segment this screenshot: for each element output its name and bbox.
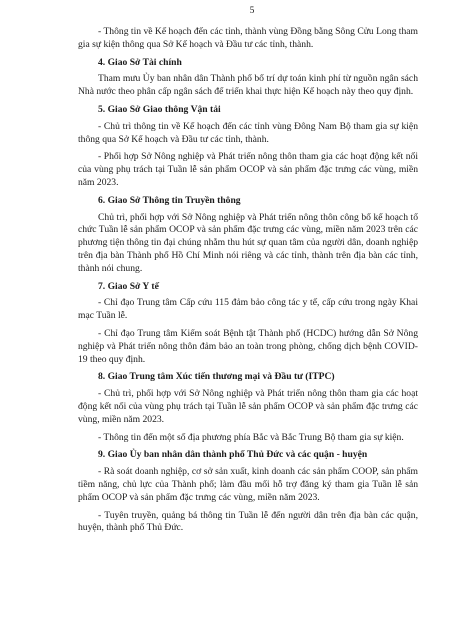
paragraph: - Chỉ đạo Trung tâm Kiểm soát Bệnh tật Thành phố (HCDC) hướng dẫn Sở Nông nghiệp và Phát triển nông thôn đảm bảo an toàn trong phòng, chống dịch bệnh COVID-19 theo quy định. [78,327,418,365]
section-heading: 8. Giao Trung tâm Xúc tiến thương mại và Đầu tư (ITPC) [98,371,335,383]
section-heading: 6. Giao Sở Thông tin Truyền thông [98,194,241,206]
paragraph: - Phối hợp Sở Nông nghiệp và Phát triển nông thôn tham gia các hoạt động kết nối của vùng phụ trách tại Tuần lễ sản phẩm OCOP và sản phẩm đặc trưng các vùng, miền năm 2023. [78,151,418,188]
paragraph: Chủ trì, phối hợp với Sở Nông nghiệp và Phát triển nông thôn công bố kế hoạch tổ chức Tuần lễ sản phẩm OCOP và sản phẩm đặc trưng các vùng, miền năm 2023 trên các phương tiện thông tin đại chúng nhằm thu hút sự quan tâm của người dân, doanh nghiệp trên địa bàn Thành phố Hồ Chí Minh nói riêng và các tỉnh, thành trên địa bàn các tỉnh, thành nói chung. [78,211,418,274]
paragraph: - Thông tin về Kế hoạch đến các tỉnh, thành vùng Đồng bằng Sông Cửu Long tham gia sự kiện thông qua Sở Kế hoạch và Đầu tư các tỉnh, thành. [78,26,418,50]
paragraph: - Chủ trì thông tin về Kế hoạch đến các tỉnh vùng Đông Nam Bộ tham gia sự kiện thông qua Sở Kế hoạch và Đầu tư các tỉnh, thành. [78,120,418,145]
section-heading: 5. Giao Sở Giao thông Vận tải [98,103,221,115]
paragraph: - Rà soát doanh nghiệp, cơ sở sản xuất, kinh doanh các sản phẩm COOP, sản phẩm tiềm năng, chủ lực của Thành phố; làm đầu mối hỗ trợ đăng ký tham gia Tuần lễ sản phẩm OCOP và sản phẩm đặc trưng các vùng, miền năm 2023. [78,466,418,503]
paragraph: Tham mưu Ủy ban nhân dân Thành phố bố trí dự toán kinh phí từ nguồn ngân sách Nhà nước theo phân cấp ngân sách để triển khai thực hiện Kế hoạch này theo quy định. [78,73,418,98]
paragraph: - Tuyên truyền, quảng bá thông tin Tuần lễ đến người dân trên địa bàn các quận, huyện, thành phố Thủ Đức. [78,509,418,534]
section-heading: 9. Giao Ủy ban nhân dân thành phố Thủ Đức và các quận - huyện [98,449,368,461]
paragraph: - Chủ trì, phối hợp với Sở Nông nghiệp và Phát triển nông thôn tham gia các hoạt động kết nối của vùng phụ trách tại Tuần lễ sản phẩm OCOP và sản phẩm đặc trưng các vùng, miền năm 2023. [78,388,418,425]
paragraph: - Chỉ đạo Trung tâm Cấp cứu 115 đảm bảo công tác y tế, cấp cứu trong ngày Khai mạc Tuần lễ. [78,297,418,322]
paragraph: - Thông tin đến một số địa phương phía Bắc và Bắc Trung Bộ tham gia sự kiện. [98,431,404,443]
section-heading: 4. Giao Sở Tài chính [98,56,182,68]
page-number: 5 [249,6,255,16]
section-heading: 7. Giao Sở Y tế [98,280,159,292]
